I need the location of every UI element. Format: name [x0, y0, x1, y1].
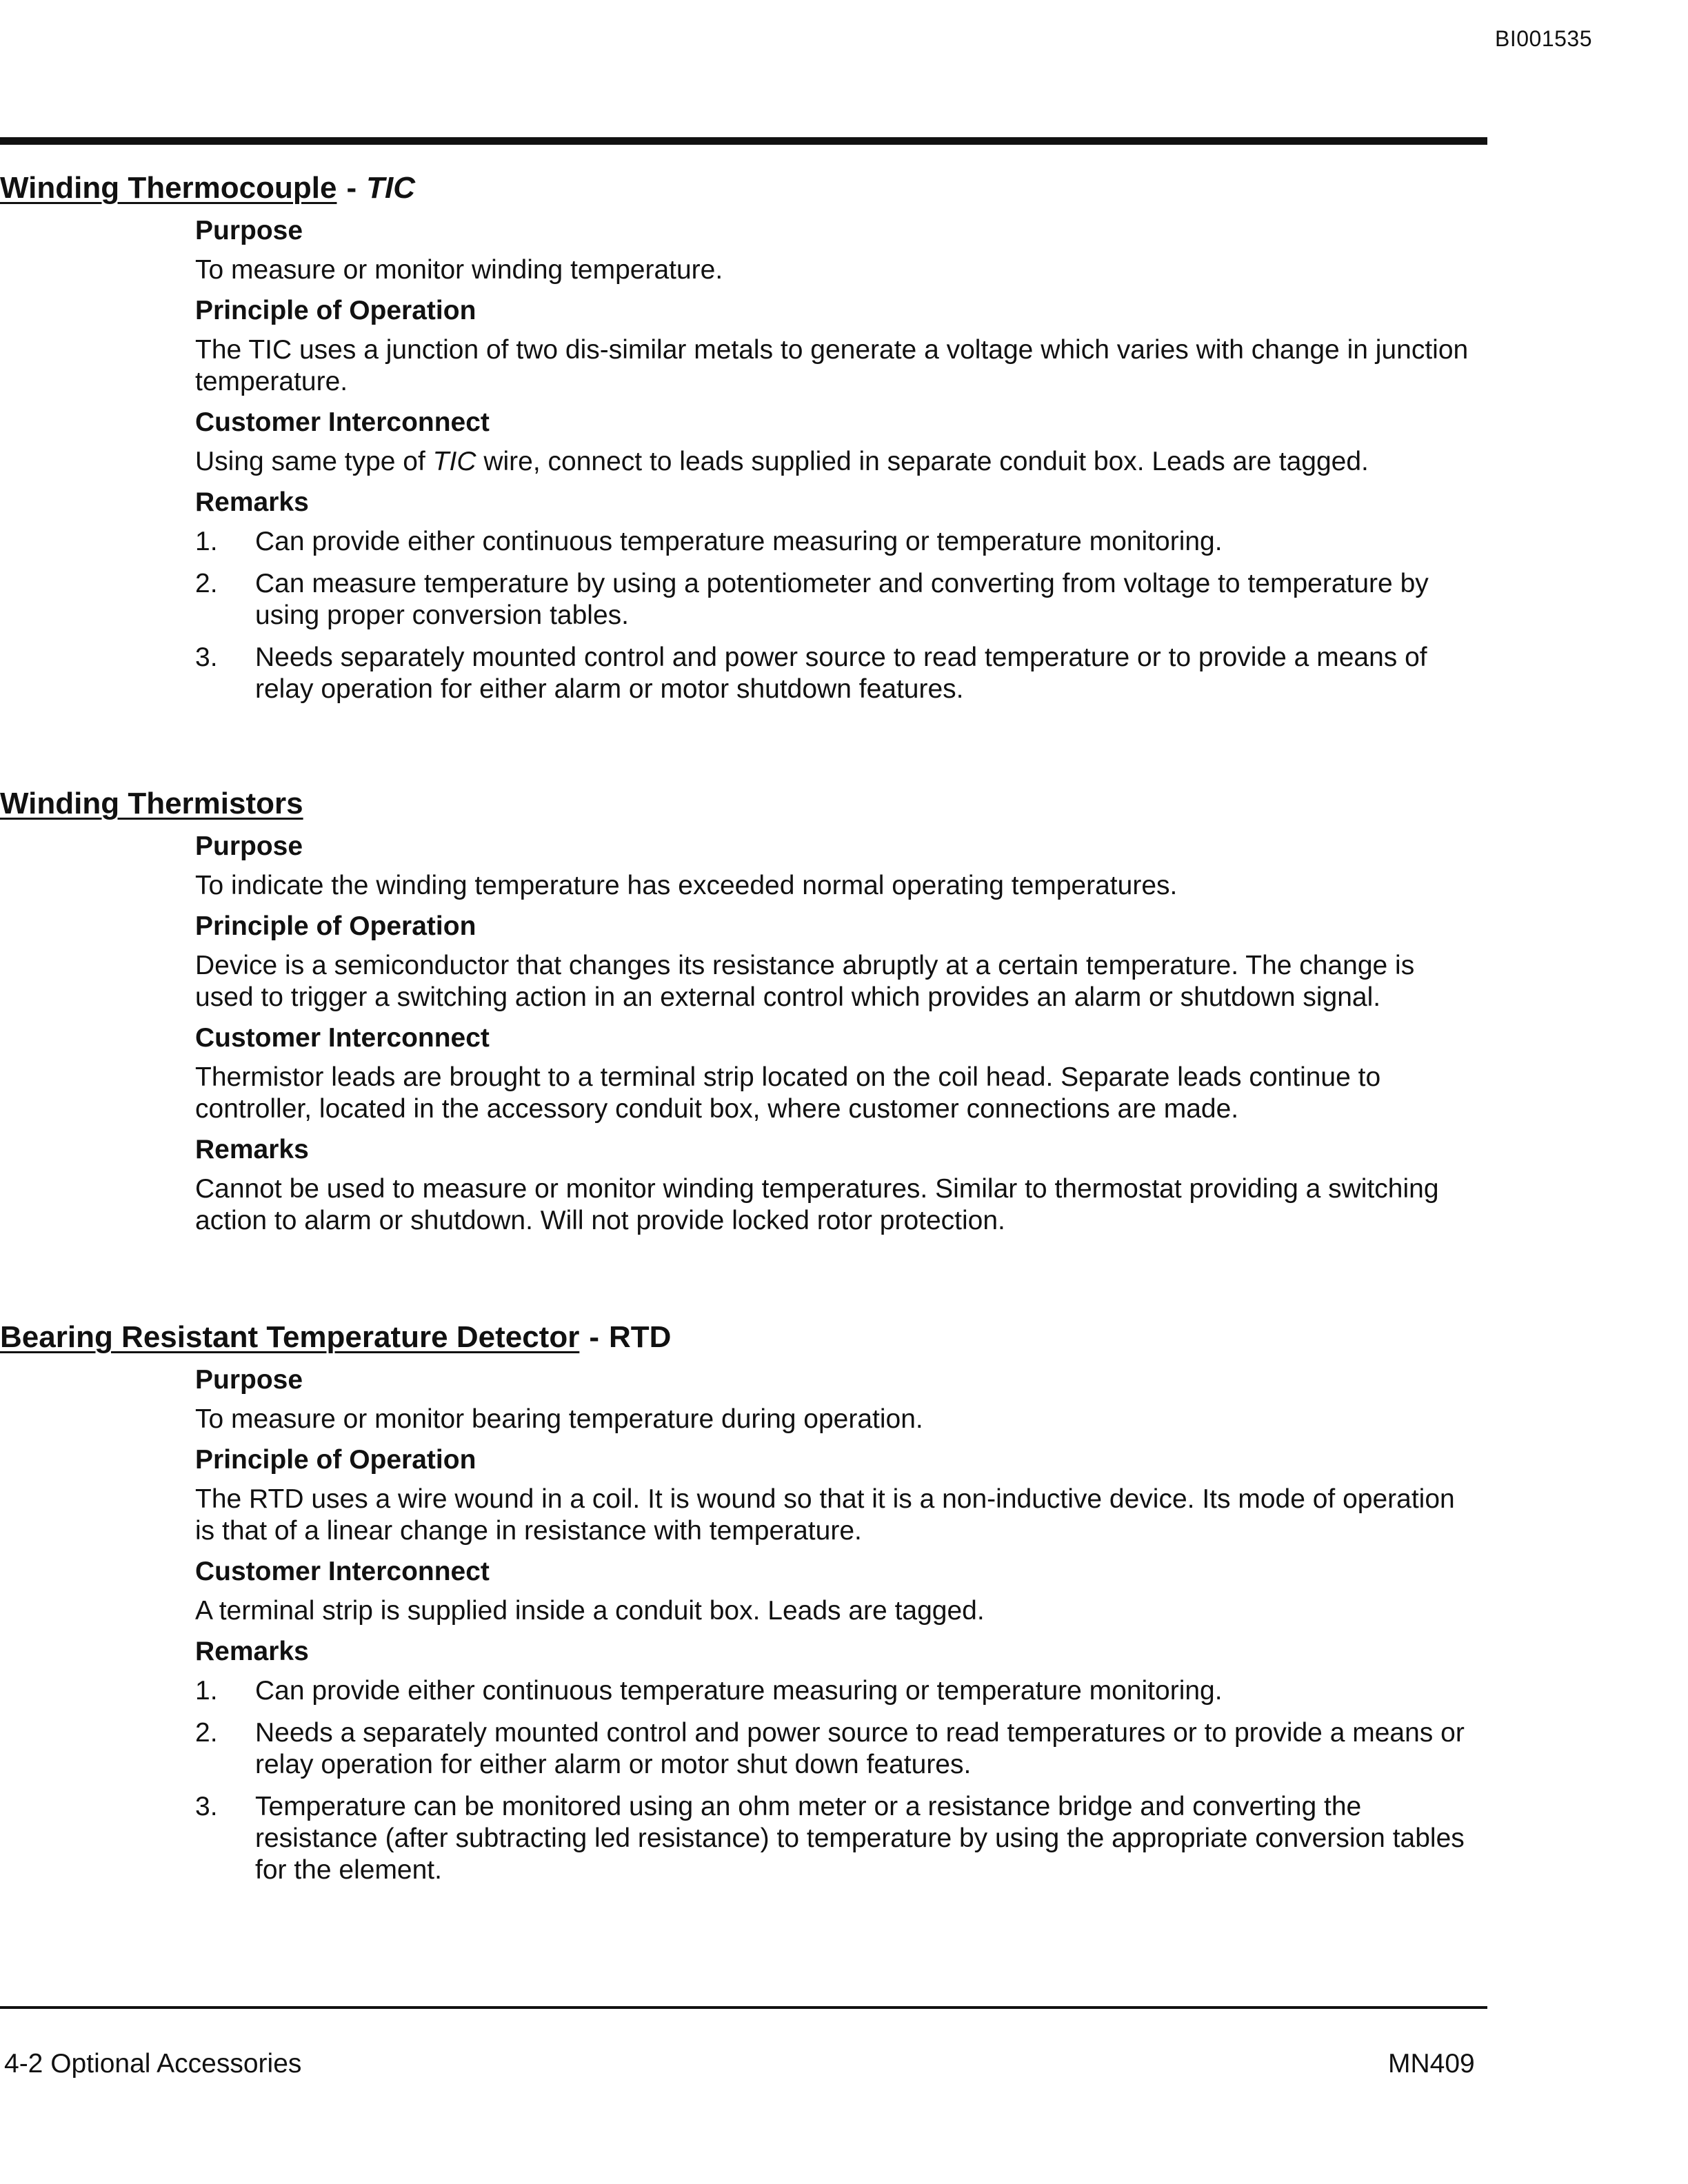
purpose-text: To measure or monitor winding temperature. [195, 255, 723, 285]
section-title-text: Winding Thermistors [0, 787, 303, 820]
title-separator: - [346, 171, 357, 205]
title-separator: - [589, 1320, 599, 1354]
list-text: Can provide either continuous temperature measuring or temperature monitoring. [255, 1676, 1223, 1706]
section-body [195, 1362, 1471, 1886]
list-number: 1. [195, 527, 218, 556]
list-text: Needs separately mounted control and power source to read temperature or to provide a means of relay operation for either alarm or motor shutdown features. [255, 643, 1427, 704]
remarks-list [195, 1675, 1471, 1886]
interconnect-heading: Customer Interconnect [195, 407, 490, 437]
interconnect-heading: Customer Interconnect [195, 1023, 490, 1053]
remarks-heading: Remarks [195, 487, 309, 517]
remarks-heading: Remarks [195, 1637, 309, 1666]
interconnect-text [195, 446, 1471, 478]
list-number: 1. [195, 1676, 218, 1706]
list-number: 2. [195, 1718, 218, 1748]
top-rule [0, 137, 1487, 145]
document-id: BI001535 [1495, 26, 1593, 51]
purpose-text: To indicate the winding temperature has exceeded normal operating temperatures. [195, 871, 1178, 900]
title-abbreviation: RTD [608, 1320, 672, 1354]
purpose-heading: Purpose [195, 1365, 303, 1395]
list-text: Can provide either continuous temperature measuring or temperature monitoring. [255, 527, 1223, 556]
list-number: 2. [195, 569, 218, 598]
footer-section-label: 4-2 Optional Accessories [4, 2049, 302, 2079]
list-item [195, 1791, 1471, 1886]
list-item [195, 568, 1471, 631]
principle-text: The RTD uses a wire wound in a coil. It is wound so that it is a non-inductive device. Its mode of operation is that of a linear change in resistance with temperature. [195, 1484, 1455, 1546]
section-bearing-rtd [0, 1318, 1487, 1897]
section-title [0, 1318, 1487, 1357]
interconnect-text: Thermistor leads are brought to a terminal strip located on the coil head. Separate leads continue to controller, located in the accessory conduit box, where customer connections are made. [195, 1062, 1381, 1124]
section-title [0, 785, 1487, 823]
purpose-heading: Purpose [195, 216, 303, 245]
principle-heading: Principle of Operation [195, 1445, 476, 1475]
principle-text: The TIC uses a junction of two dis-similar metals to generate a voltage which varies with change in junction temperature. [195, 335, 1469, 396]
list-text: Temperature can be monitored using an ohm meter or a resistance bridge and converting the resistance (after subtracting led resistance) to temperature by using the appropriate conversion tables for the element. [255, 1792, 1465, 1885]
list-item [195, 1675, 1471, 1707]
title-abbreviation: TIC [366, 171, 416, 205]
principle-heading: Principle of Operation [195, 911, 476, 941]
section-body [195, 213, 1471, 705]
list-number: 3. [195, 643, 218, 672]
list-text: Needs a separately mounted control and power source to read temperatures or to provide a means or relay operation for either alarm or motor shut down features. [255, 1718, 1465, 1779]
principle-heading: Principle of Operation [195, 296, 476, 325]
interconnect-text-post: wire, connect to leads supplied in separate conduit box. Leads are tagged. [476, 447, 1369, 476]
list-item [195, 1717, 1471, 1781]
interconnect-text-abbr: TIC [432, 447, 476, 476]
interconnect-heading: Customer Interconnect [195, 1557, 490, 1586]
section-title-text: Winding Thermocouple [0, 171, 337, 205]
section-winding-thermocouple [0, 169, 1487, 716]
list-text: Can measure temperature by using a potentiometer and converting from voltage to temperature by using proper conversion tables. [255, 569, 1429, 630]
interconnect-text: A terminal strip is supplied inside a conduit box. Leads are tagged. [195, 1596, 985, 1626]
section-title [0, 169, 1487, 208]
remarks-list [195, 526, 1471, 705]
remarks-heading: Remarks [195, 1135, 309, 1164]
section-title-text: Bearing Resistant Temperature Detector [0, 1320, 580, 1354]
bottom-rule [0, 2006, 1487, 2009]
section-winding-thermistors [0, 785, 1487, 1244]
principle-text: Device is a semiconductor that changes its resistance abruptly at a certain temperature. The change is used to trigger a switching action in an external control which provides an alarm or shutdown signal. [195, 951, 1415, 1012]
interconnect-text-pre: Using same type of [195, 447, 433, 476]
footer-manual-number: MN409 [1388, 2049, 1475, 2079]
remarks-text: Cannot be used to measure or monitor winding temperatures. Similar to thermostat providing a switching action to alarm or shutdown. Will not provide locked rotor protection. [195, 1174, 1439, 1235]
purpose-heading: Purpose [195, 831, 303, 861]
list-item [195, 526, 1471, 558]
purpose-text: To measure or monitor bearing temperature during operation. [195, 1404, 923, 1434]
list-item [195, 642, 1471, 705]
list-number: 3. [195, 1792, 218, 1821]
section-body [195, 829, 1471, 1237]
